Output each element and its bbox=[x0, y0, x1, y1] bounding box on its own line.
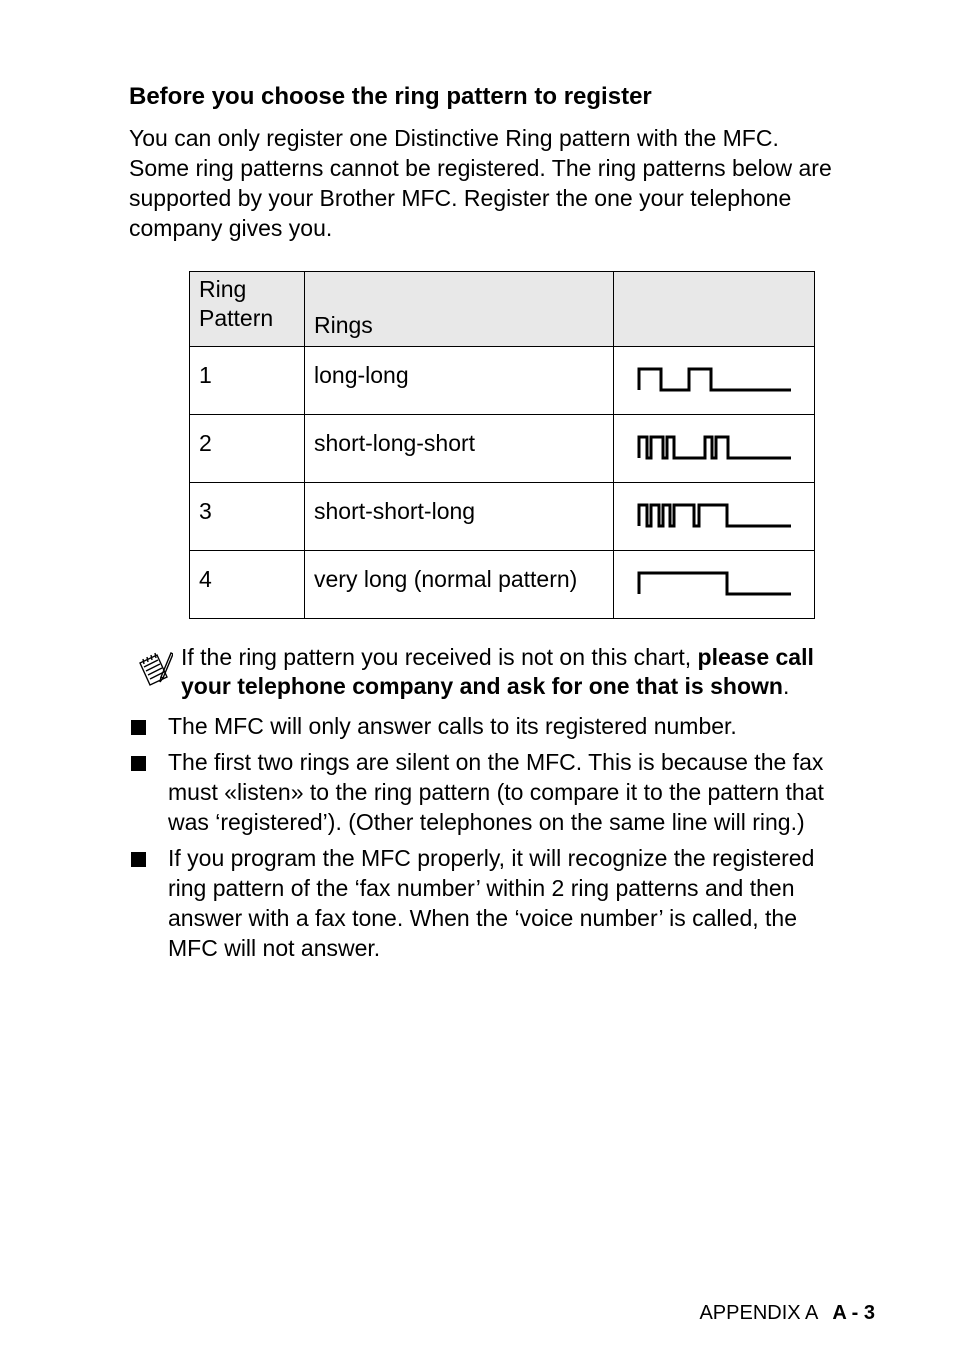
intro-line: supported by your Brother MFC. Register the one your telephone bbox=[129, 185, 792, 211]
list-item-line: The MFC will only answer calls to its registered number. bbox=[168, 713, 737, 739]
square-bullet-icon bbox=[131, 720, 146, 735]
header-rings-label: Rings bbox=[314, 312, 373, 338]
page-footer bbox=[699, 1300, 875, 1326]
header-graphic bbox=[614, 272, 815, 347]
rings-cell bbox=[305, 551, 614, 619]
waveform-cell bbox=[614, 415, 815, 483]
list-item-line: The first two rings are silent on the MFC. This is because the fax bbox=[168, 749, 824, 775]
waveform-cell bbox=[614, 551, 815, 619]
rings-cell bbox=[305, 483, 614, 551]
ring-waveform-line bbox=[639, 505, 791, 526]
page-number: A - 3 bbox=[832, 1302, 875, 1324]
table-header-row bbox=[190, 272, 815, 347]
table-row bbox=[190, 415, 815, 483]
header-ring-pattern-line2: Pattern bbox=[199, 305, 274, 331]
section-heading: Before you choose the ring pattern to register bbox=[129, 83, 652, 110]
rings-description: short-long-short bbox=[314, 430, 476, 456]
ring-waveform-icon bbox=[637, 435, 793, 462]
list-item-line: MFC will not answer. bbox=[168, 935, 381, 961]
ring-waveform-line bbox=[639, 437, 791, 458]
list-item-line: must «listen» to the ring pattern (to compare it to the pattern that bbox=[168, 779, 824, 805]
table-row bbox=[190, 551, 815, 619]
ring-waveform-icon bbox=[637, 503, 793, 530]
square-bullet-icon bbox=[131, 756, 146, 771]
pattern-number: 3 bbox=[199, 498, 212, 524]
intro-line: Some ring patterns cannot be registered. The ring patterns below are bbox=[129, 155, 832, 181]
intro-line: company gives you. bbox=[129, 215, 333, 241]
pattern-number: 1 bbox=[199, 362, 212, 388]
note-period: . bbox=[782, 673, 790, 699]
header-ring-pattern-line1: Ring bbox=[199, 276, 247, 302]
square-bullet-icon bbox=[131, 852, 146, 867]
pattern-number-cell bbox=[190, 415, 305, 483]
rings-description: very long (normal pattern) bbox=[314, 566, 578, 592]
pattern-number-cell bbox=[190, 483, 305, 551]
list-item-line: answer with a fax tone. When the ‘voice number’ is called, the bbox=[168, 905, 797, 931]
table-row bbox=[190, 347, 815, 415]
list-item bbox=[129, 843, 889, 963]
note-bold-text: please call bbox=[697, 644, 814, 670]
list-item bbox=[129, 711, 889, 741]
list-item-line: was ‘registered’). (Other telephones on the same line will ring.) bbox=[168, 809, 805, 835]
intro-paragraph bbox=[129, 123, 889, 243]
header-ring-pattern bbox=[190, 272, 305, 347]
ring-waveform-icon bbox=[637, 367, 793, 394]
pattern-number-cell bbox=[190, 551, 305, 619]
list-item-line: ring pattern of the ‘fax number’ within 2 ring patterns and then bbox=[168, 875, 795, 901]
waveform-cell bbox=[614, 483, 815, 551]
rings-cell bbox=[305, 415, 614, 483]
rings-description: long-long bbox=[314, 362, 409, 388]
ring-waveform-line bbox=[639, 369, 791, 390]
note-text bbox=[181, 643, 814, 701]
ring-waveform-icon bbox=[637, 571, 793, 598]
intro-line: You can only register one Distinctive Ring pattern with the MFC. bbox=[129, 125, 779, 151]
note-plain-text: If the ring pattern you received is not on this chart, bbox=[181, 644, 698, 670]
pattern-number: 4 bbox=[199, 566, 212, 592]
header-rings bbox=[305, 272, 614, 347]
list-item-line: If you program the MFC properly, it will recognize the registered bbox=[168, 845, 815, 871]
rings-cell bbox=[305, 347, 614, 415]
ring-pattern-table bbox=[189, 271, 815, 619]
rings-description: short-short-long bbox=[314, 498, 476, 524]
footer-label: APPENDIX A bbox=[699, 1302, 819, 1324]
note-pad-pencil-icon bbox=[137, 647, 173, 696]
ring-waveform-line bbox=[639, 573, 791, 594]
note-bold-text-line2: your telephone company and ask for one that is shown bbox=[181, 673, 783, 699]
table-row bbox=[190, 483, 815, 551]
pattern-number-cell bbox=[190, 347, 305, 415]
waveform-cell bbox=[614, 347, 815, 415]
bullet-list bbox=[129, 711, 889, 969]
pattern-number: 2 bbox=[199, 430, 212, 456]
list-item bbox=[129, 747, 889, 837]
